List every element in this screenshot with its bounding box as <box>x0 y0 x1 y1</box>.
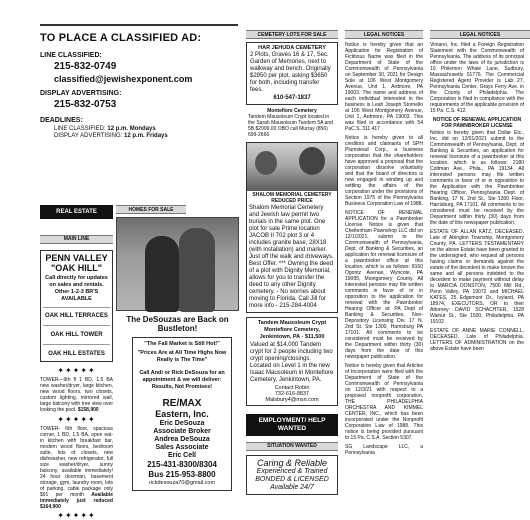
tree-shape <box>255 151 277 175</box>
tandem-contact-phone[interactable]: 732-616-8837 <box>274 391 310 397</box>
montefiore-text: Tandem Mausoleum Crypt located in the Sarah Mausoleum Tandem 5A and 5B $2999.00 OBO call Murray (856) 699-2666 <box>248 114 333 138</box>
oak-hill-terraces: OAK HILL TERRACES <box>45 313 108 319</box>
tower-listing-price: $158,900 <box>77 407 99 413</box>
tandem-contact-name: Contact Robin <box>274 385 310 391</box>
homes-for-sale-header: HOMES FOR SALE <box>116 205 186 214</box>
legal-notices-column-2 <box>430 30 524 512</box>
shalom-text: Shalom Memorial Cemetery and Jewish law permit two burials in the same plot. One plot for sale Prime location JACOB II 702 plot 3 or 4 includes granite base, 28X18 (with installation) and marker. Just off the walk and driveways. Best Offer. *** Owning the deed of a plot with Dignity Memorial, allows for you to transfer the deed to any other Dignity cemetery. - No worries about moving to Florida. Call Jill for more info - 215-284-4004 <box>249 205 334 309</box>
line-classified-phone[interactable]: 215-832-0749 <box>54 61 117 72</box>
display-advertising-label: DISPLAY ADVERTISING: <box>40 90 122 97</box>
oak-hill-tower: OAK HILL TOWER <box>50 332 103 338</box>
shalom-ad <box>246 142 338 313</box>
tower-listing-text: TOWER—9th fl 1 BD, 1.5 BA new washer/dryer, large kitchen, new wood floors, two closets, custom lighting, mirrored wall, large balcony with tree view over looking the pool. <box>40 377 113 413</box>
line-deadline-label: LINE CLASSIFIED: <box>54 126 106 132</box>
tower2-listing-availability: Available immediately just reduced $164,900 <box>40 492 113 510</box>
employment-header: EMPLOYMENT/ HELP WANTED <box>246 414 338 436</box>
legal-notices-header: LEGAL NOTICES <box>430 30 530 39</box>
agent-title-2: Sales Associate <box>155 444 209 451</box>
oak-hill-estates: OAK HILL ESTATES <box>48 351 105 357</box>
legal-notice: NOTICE OF RENEWAL APPLICATION for a Pawnbroker License. Notice is given that Cheltenham Pawnshop LLC did on 12/1/2021, submit to the Commonwealth of Pennsylvania, Dept. of Banking & Securities, an application for renewal licensure of a pawnbroker office at this location, which is as follows: 8160 Ogontz Avenue, Wyncote, PA 19095, Montgomery County. All interested persons may file written comments in favor of or in opposition to the application for renewal with the Pawnbroker Hearing Officer at: PA Dept of Banking & Securities, Non-Depository Licensing Div. 17 N. 2nd St. Ste 1300, Harrisburg PA 17101. All comments to be considered must be received by the Department within thirty (30) days from the date of this newspaper publication. <box>345 210 423 360</box>
shalom-photo-caption: SHALOM MEMORIAL CEMETERY REDUCED PRICE <box>252 192 332 204</box>
tandem-crypt-ad <box>246 317 338 406</box>
oak-hill-title: "OAK HILL" <box>50 263 103 273</box>
available-247: Available 24/7 <box>270 484 314 491</box>
homes-for-sale-column <box>116 205 239 512</box>
desouza-caption: The DeSouzas are Back on Bustleton! <box>126 315 229 333</box>
legal-notice: Notice is hereby given to all creditors and claimants of SPH Plumstead Corp., a business corporation that the shareholders have approved a proposal that the corporation dissolve voluntarily and that the board of directors is now engaged in winding up and settling the affairs of the corporation under the provisions of Section 1975 of the Pennsylvania Business Corporation Law of 1988. <box>345 135 423 207</box>
display-deadline-label: DISPLAY ADVERTISING: <box>54 133 123 139</box>
quote-prices: "Prices Are at All Time Highs Now Really is The Time" <box>137 350 227 363</box>
cemetery-column <box>246 30 338 512</box>
remax-logo: RE/MAX <box>162 398 202 409</box>
classified-info-box <box>40 24 238 174</box>
har-jehuda-ad <box>246 42 338 105</box>
legal-notice: ESTATE OF ANNE MARIE CONNELL, DECEASED. Late of Philadelphia. LETTERS OF ADMINISTRATION on the above Estate have been <box>430 328 524 352</box>
montefiore-ad <box>246 108 338 138</box>
legal-notice: Notice is hereby given that Dollar Etc., Inc. did on 12/01/2021 submit to the Commonwealth of Pennsylvania, Dept. of Banking & Securities, an application for renewal licensure of a pawnbroker at this location, which is as follows: 2180 Cottman Ave., Phila., PA 19134. All interested persons may file written comments in favor of or in opposition to the Application with the Pawnbroker Hearing Officer, Pennsylvania Dept. of Banking, 17 N. 2nd St., Ste 1300 Floor, Harrisburg, PA 17101. All comments to be considered must be received by the Department within thirty (30) days from the date of this newspaper publication. <box>430 130 524 226</box>
classified-title: TO PLACE A CLASSIFIED AD: <box>40 24 238 48</box>
stars-divider: ✦✦✦✦✦ <box>57 366 96 375</box>
legal-notice: Notice is hereby given that an Application for Registration of Fictitious Name was filed in the Department of State of the Commonwealth of Pennsylvania on September 30, 2021 for Design Sole at 106 West Montgomery Avenue, Unit 1, Ardmore, PA 19003. The name and address of each individual interested in the business is Leah Joseph Stornello at 106 West Montgomery Avenue, Unit 1, Ardmore, PA 19003. This was filed in accordance with 54 PaC.S. 311.417 <box>345 42 423 132</box>
situation-wanted-header: SITUATION WANTED <box>246 442 338 451</box>
stars-divider: ✦✦✦✦✦ <box>57 511 96 520</box>
agent-name-2: Andrea DeSouza <box>154 436 210 443</box>
agent-email[interactable]: rickdesouza70@gmail.com <box>148 480 216 486</box>
display-deadline <box>54 133 238 139</box>
tower-listing <box>40 377 113 413</box>
legal-notice-title: NOTICE OF RENEWAL APPLICATION FOR PAWNBROKER LICENSE <box>432 117 522 129</box>
line-deadline-value: 12 p.m. Mondays <box>107 126 156 132</box>
real-estate-header: REAL ESTATE <box>40 205 113 219</box>
divider <box>43 307 110 308</box>
person-left-silhouette <box>145 236 179 312</box>
line-deadline <box>54 126 238 132</box>
experienced-trained: Experienced & Trained <box>256 468 328 475</box>
tower2-listing <box>40 426 113 510</box>
cell-phone[interactable]: 215-431-8300/8304 <box>147 460 217 469</box>
display-deadline-value: 12 p.m. Fridays <box>124 133 168 139</box>
person-right-silhouette <box>179 228 215 312</box>
business-phone[interactable]: Bus 215-953-8800 <box>148 470 216 479</box>
real-estate-column <box>40 205 113 520</box>
remax-eastern: Eastern, Inc. <box>155 409 209 419</box>
har-jehuda-title: HAR JEHUDA CEMETERY <box>258 45 326 51</box>
montefiore-title: Montefiore Cemetery <box>267 108 317 114</box>
penn-valley-title: PENN VALLEY <box>45 253 108 263</box>
har-jehuda-phone[interactable]: 610-547-1837 <box>273 95 311 101</box>
tandem-contact-email[interactable]: Malsbury4@msn.com <box>265 397 319 403</box>
bonded-licensed: BONDED & LICENSED <box>255 476 329 483</box>
stars-divider: ✦✦✦✦✦ <box>57 415 96 424</box>
agent-title-1: Associate Broker <box>153 428 211 435</box>
cemetery-photo <box>247 143 337 191</box>
legal-notice: Notice is hereby given that Articles of Incorporation were filed with the Department of State of the Commonwealth of Pennsylvania on 12/3/21 with respect to a proposed nonprofit corporation, THE PHILADELPHIA ORCHESTRA AND KIMMEL CENTER, INC., which has been incorporated under the Nonprofit Corporation Law of 1988. This notice is being provided pursuant to 15 Pa. C.S.A. Section 5307. <box>345 363 423 441</box>
tree-shape <box>299 147 325 175</box>
legal-notices-header: LEGAL NOTICES <box>345 30 423 39</box>
caregiver-ad <box>246 455 338 495</box>
quote-market: "The Fall Market is Still Hot!" <box>144 341 220 347</box>
display-advertising-phone[interactable]: 215-832-0753 <box>54 99 117 110</box>
deadlines-label: DEADLINES: <box>40 117 83 124</box>
tower2-listing-text: TOWER- 6th floor, spacious corner, 1 BD, 1.5 BA, open eat-in kitchen with breakfast bar, modern wood floors, bedroom suite, lots of closets, new dishwasher, new refrigerator, full size washer/dryer, sunny balcony, available immediately! 24 hour doorman, basement storage, gym, laundry room, lots of parking, cable package only $91 per month <box>40 426 113 498</box>
line-classified-email[interactable]: classified@jewishexponent.com <box>54 74 193 84</box>
agent-name-3: Eric Cell <box>167 452 196 459</box>
cemetery-lots-header: CEMETERY LOTS FOR SALE <box>246 30 338 39</box>
legal-notice: Vimano, Inc. filed a Foreign Registration Statement with the Commonwealth of Pennsylvania. The address of its principal office under the laws of its jurisdiction is 10 Philemon Whale Lane, Sudbury, Massachusetts 01776. The Commercial Registered Agent Provider is Lab 27, Pennsylvania Center, Grays Ferry Ave. in the County of Philadelphia. The Corporation is filed in compliance with the requirements of the applicable provision of 15 Pa. C.S. 412. <box>430 42 524 114</box>
divider <box>43 325 110 326</box>
legal-notice: ESTATE OF ALLAN KATZ, DECEASED. Late of Abington Township, Montgomery County, PA. LETTERS TESTAMENTARY on the above Estate have been granted to the undersigned, who request all persons having claims or demands against the estate of the decedent to make known the same and all persons indebted to the decedent to make payment without delay to MARCIA DONSTON, 7500 Mill Rd., Penn Valley, PA 19072 and MICHAEL KATES, 25 Edgemont Dr., Ivyland, PA 18974, EXECUTORS, OR to their Attorney: DAVID SCHACHTER, 1528 Walnut St., Ste 1500, Philadelphia, PA 19102 <box>430 229 524 325</box>
penn-valley-ad <box>40 250 113 362</box>
desouza-ad <box>132 337 232 491</box>
tandem-title: Tandem Mausoleum Crypt Montefiore Cemetery, Jenkintown, PA - $11,500 <box>257 320 327 340</box>
line-classified-label: LINE CLASSIFIED: <box>40 52 102 59</box>
agent-name-1: Eric DeSouza <box>159 420 205 427</box>
desouza-photo <box>116 217 239 311</box>
legal-notice: SG Landscape LLC, a Pennsylvania <box>345 444 423 456</box>
caring-reliable: Caring & Reliable <box>256 458 328 468</box>
call-text: Call Andi or Rick DeSouza for an appointment & we will deliver: Results, Not Promises! <box>139 370 225 390</box>
main-line-header: MAIN LINE <box>40 235 113 244</box>
har-jehuda-text: 2 Plots, Graves 16 & 17, Sec. Garden of Memories, next to walkway and bench. Originally $2950 per plot, asking $3650 for both, including transfer fees. <box>250 52 331 93</box>
penn-valley-text: Call directly for updates on sales and rentals. Other 1-2-3 BR'S AVAILABLE <box>45 275 108 302</box>
tandem-text: Valued at $14,000 Tandem crypt for 2 people including two crypt opening/closings. Located on Level 1 in the new Isaac Mausoleum in Montefiore Cemetery, Jenkintown, PA. <box>250 342 334 383</box>
divider <box>43 344 110 345</box>
legal-notices-column <box>345 30 423 512</box>
